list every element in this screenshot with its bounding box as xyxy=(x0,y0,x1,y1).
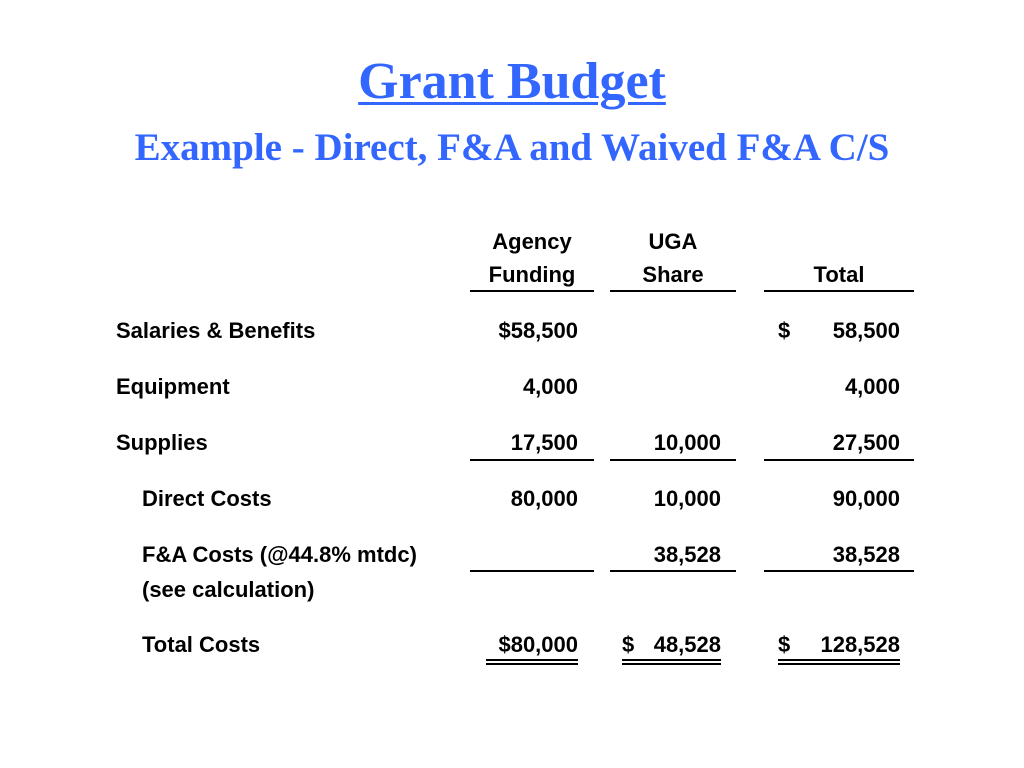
header-agency-line2: Funding xyxy=(488,262,576,287)
cell-uga-dollar: $ xyxy=(622,632,635,657)
cell-agency: 80,000 xyxy=(510,486,578,511)
header-uga-line1: UGA xyxy=(648,229,698,254)
subtotal-rule-total xyxy=(764,459,914,461)
subtotal-rule-uga xyxy=(610,570,736,572)
subtotal-rule-total xyxy=(764,570,914,572)
page-subtitle: Example - Direct, F&A and Waived F&A C/S xyxy=(134,126,890,169)
row-label-line2: (see calculation) xyxy=(142,577,315,602)
grand-total-rule-uga xyxy=(622,659,721,665)
cell-agency: $58,500 xyxy=(498,318,578,343)
cell-total: 90,000 xyxy=(832,486,900,511)
cell-total: 27,500 xyxy=(832,430,900,455)
header-rule-agency xyxy=(470,290,594,292)
row-label: Total Costs xyxy=(142,632,261,657)
subtotal-rule-agency xyxy=(470,459,594,461)
cell-uga: 48,528 xyxy=(653,632,721,657)
cell-agency: 17,500 xyxy=(510,430,578,455)
cell-total: 4,000 xyxy=(844,374,900,399)
cell-total: 128,528 xyxy=(820,632,900,657)
row-label: Equipment xyxy=(116,374,230,399)
grand-total-rule-agency xyxy=(486,659,578,665)
header-agency-line1: Agency xyxy=(492,229,572,254)
subtotal-rule-uga xyxy=(610,459,736,461)
cell-total-dollar: $ xyxy=(778,632,791,657)
subtotal-rule-agency xyxy=(470,570,594,572)
header-total: Total xyxy=(813,262,865,287)
cell-agency: 4,000 xyxy=(522,374,578,399)
header-uga-line2: Share xyxy=(642,262,704,287)
cell-total: 58,500 xyxy=(832,318,900,343)
row-label: Direct Costs xyxy=(142,486,272,511)
cell-agency: $80,000 xyxy=(498,632,578,657)
row-label: Salaries & Benefits xyxy=(116,318,316,343)
header-rule-total xyxy=(764,290,914,292)
row-label: F&A Costs (@44.8% mtdc) xyxy=(142,542,417,567)
page-title: Grant Budget xyxy=(358,53,666,110)
cell-uga: 10,000 xyxy=(653,430,721,455)
header-rule-uga xyxy=(610,290,736,292)
grand-total-rule-total xyxy=(778,659,900,665)
cell-total: 38,528 xyxy=(832,542,900,567)
cell-uga: 10,000 xyxy=(653,486,721,511)
cell-uga: 38,528 xyxy=(653,542,721,567)
cell-total-dollar: $ xyxy=(778,318,791,343)
row-label: Supplies xyxy=(116,430,208,455)
